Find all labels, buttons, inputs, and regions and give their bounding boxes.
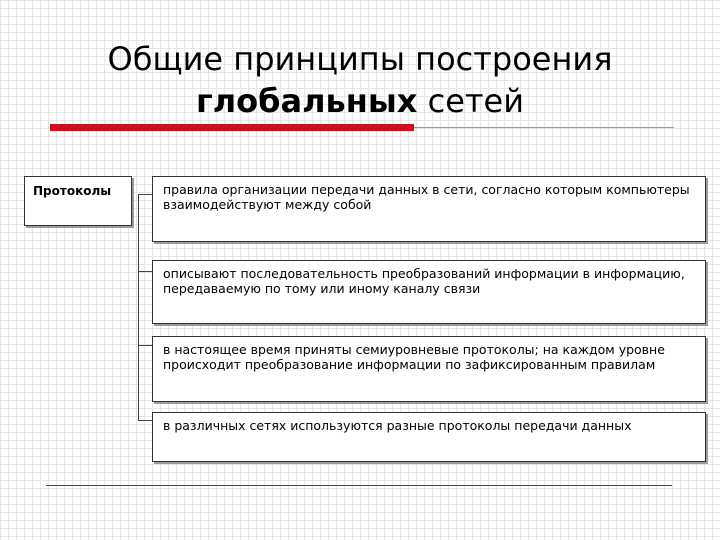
- title-rest: сетей: [417, 82, 524, 120]
- title-line-2: [0, 80, 720, 122]
- definition-text-3: в настоящее время приняты семиуровневые протоколы; на каждом уровне происходит преобразование информации по зафиксированным правилам: [163, 342, 665, 372]
- root-node-protocols: [24, 176, 132, 226]
- title-line-1: Общие принципы построения: [107, 40, 613, 78]
- tree-connector-3: [138, 345, 152, 346]
- slide-title: [0, 38, 720, 122]
- tree-connector-4: [138, 420, 152, 421]
- title-bold-word: глобальных: [195, 82, 418, 120]
- footer-rule: [46, 485, 672, 486]
- tree-connector-2: [138, 271, 152, 272]
- definition-text-1: правила организации передачи данных в сети, согласно которым компьютеры взаимодействуют между собой: [163, 182, 690, 212]
- definition-text-2: описывают последовательность преобразований информации в информацию, передаваемую по тому или иному каналу связи: [163, 266, 685, 296]
- tree-connector-vertical: [138, 194, 139, 420]
- title-underline-accent: [50, 124, 414, 131]
- root-node-label: Протоколы: [33, 184, 112, 198]
- definition-box-2: [152, 260, 706, 324]
- definition-box-3: [152, 336, 706, 402]
- tree-connector-1: [138, 194, 152, 195]
- definition-text-4: в различных сетях используются разные протоколы передачи данных: [163, 418, 632, 433]
- definition-box-4: [152, 412, 706, 462]
- title-underline-rule: [414, 127, 674, 128]
- definition-box-1: [152, 176, 706, 242]
